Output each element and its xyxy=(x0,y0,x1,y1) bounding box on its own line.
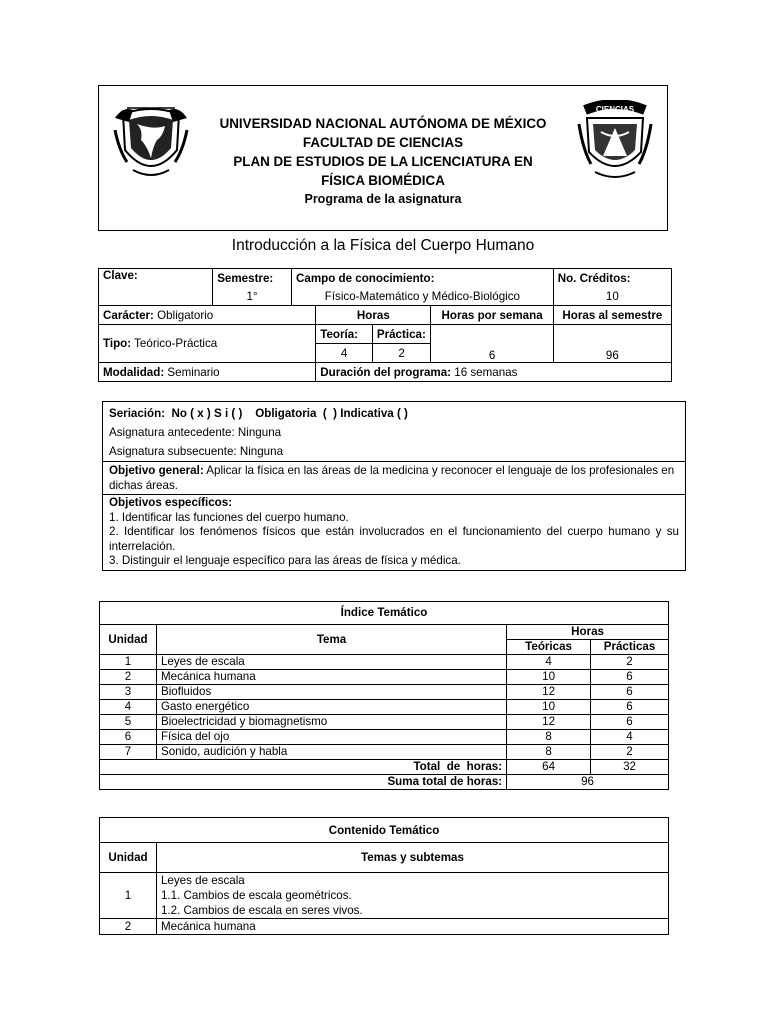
teoricas-cell: 12 xyxy=(507,715,591,730)
creditos-value: 10 xyxy=(553,287,671,306)
subtema-line: 1.1. Cambios de escala geométricos. xyxy=(160,889,352,902)
general-info-table xyxy=(98,268,672,382)
tipo-value: Teórico-Práctica xyxy=(134,337,218,350)
tipo-cell xyxy=(99,325,316,363)
total-teoricas: 64 xyxy=(507,760,591,775)
objetivos-especificos-section xyxy=(103,495,685,569)
unidad-cell: 4 xyxy=(100,700,157,715)
modalidad-label: Modalidad: xyxy=(103,365,165,379)
duracion-cell xyxy=(316,363,672,382)
total-horas-label: Total de horas: xyxy=(100,760,507,775)
practica-value: 2 xyxy=(372,344,431,363)
objetivo-general-section xyxy=(103,462,685,495)
objetivo-especifico-item: 1. Identificar las funciones del cuerpo humano. xyxy=(109,510,349,524)
temas-cell xyxy=(156,873,668,919)
unidad-cell: 1 xyxy=(100,873,157,919)
indice-col-horas: Horas xyxy=(507,625,669,640)
header-line-degree: FÍSICA BIOMÉDICA xyxy=(321,173,445,188)
practicas-cell: 6 xyxy=(591,685,669,700)
table-row xyxy=(100,919,669,935)
suma-total-value: 96 xyxy=(507,775,669,790)
objetivo-especifico-item: 2. Identificar los fenómenos físicos que están involucrados en el funcionamiento del cuerpo humano y su interrelación. xyxy=(109,525,679,553)
seriacion-line: Seriación: No ( x ) S i ( ) Obligatoria ( ) Indicativa ( ) xyxy=(109,407,408,420)
duracion-value: 16 semanas xyxy=(454,365,518,379)
practicas-cell: 6 xyxy=(591,715,669,730)
svg-text:CIENCIAS: CIENCIAS xyxy=(595,105,635,114)
header-box xyxy=(98,85,668,231)
creditos-label: No. Créditos: xyxy=(553,269,671,288)
indice-col-unidad: Unidad xyxy=(100,625,157,655)
teoricas-cell: 10 xyxy=(507,700,591,715)
contenido-title: Contenido Temático xyxy=(100,818,669,843)
modalidad-value: Seminario xyxy=(167,365,220,379)
practicas-cell: 6 xyxy=(591,670,669,685)
tema-cell: Biofluidos xyxy=(156,685,506,700)
tema-cell: Leyes de escala xyxy=(156,655,506,670)
practicas-cell: 2 xyxy=(591,745,669,760)
indice-col-tema: Tema xyxy=(156,625,506,655)
total-practicas: 32 xyxy=(591,760,669,775)
teoria-label: Teoría: xyxy=(316,325,373,344)
horas-semana-value: 6 xyxy=(431,325,553,363)
campo-value: Físico-Matemático y Médico-Biológico xyxy=(292,287,554,306)
teoricas-cell: 8 xyxy=(507,730,591,745)
contenido-tematico-table xyxy=(99,817,669,935)
objectives-box xyxy=(102,401,686,571)
caracter-cell xyxy=(99,306,316,325)
table-row xyxy=(100,730,669,745)
subtema-line: 1.2. Cambios de escala en seres vivos. xyxy=(160,904,363,917)
unidad-cell: 2 xyxy=(100,919,157,935)
horas-semestre-value: 96 xyxy=(553,325,671,363)
table-row xyxy=(100,655,669,670)
modalidad-cell xyxy=(99,363,316,382)
table-row xyxy=(100,873,669,919)
contenido-col-unidad: Unidad xyxy=(100,843,157,873)
indice-col-practicas: Prácticas xyxy=(591,640,669,655)
header-line-university: UNIVERSIDAD NACIONAL AUTÓNOMA DE MÉXICO xyxy=(219,116,547,131)
horas-semestre-label: Horas al semestre xyxy=(553,306,671,325)
horas-semana-label: Horas por semana xyxy=(431,306,553,325)
tema-line: Mecánica humana xyxy=(160,920,256,933)
subsecuente-line: Asignatura subsecuente: Ninguna xyxy=(109,445,284,458)
course-title: Introducción a la Física del Cuerpo Humano xyxy=(231,237,535,254)
teoricas-cell: 10 xyxy=(507,670,591,685)
contenido-col-temas: Temas y subtemas xyxy=(156,843,668,873)
unam-crest-logo xyxy=(113,100,189,184)
objetivos-especificos-label: Objetivos específicos: xyxy=(109,496,233,509)
indice-col-teoricas: Teóricas xyxy=(507,640,591,655)
practicas-cell: 6 xyxy=(591,700,669,715)
table-row xyxy=(100,700,669,715)
header-subtitle: Programa de la asignatura xyxy=(304,192,462,206)
unidad-cell: 6 xyxy=(100,730,157,745)
teoricas-cell: 8 xyxy=(507,745,591,760)
tipo-label: Tipo: xyxy=(103,337,132,350)
table-row xyxy=(100,670,669,685)
horas-label: Horas xyxy=(316,306,431,325)
teoricas-cell: 4 xyxy=(507,655,591,670)
tema-cell: Sonido, audición y habla xyxy=(156,745,506,760)
clave-label: Clave: xyxy=(99,269,213,306)
semestre-value: 1° xyxy=(213,287,292,306)
table-row xyxy=(100,685,669,700)
caracter-label: Carácter: xyxy=(103,308,154,322)
table-row xyxy=(100,745,669,760)
objetivo-general-text: Aplicar la física en las áreas de la medicina y reconocer el lenguaje de los profesionales en dichas áreas. xyxy=(109,464,675,492)
practicas-cell: 4 xyxy=(591,730,669,745)
header-line-plan: PLAN DE ESTUDIOS DE LA LICENCIATURA EN xyxy=(233,154,533,169)
teoria-value: 4 xyxy=(316,344,373,363)
tema-cell: Mecánica humana xyxy=(156,670,506,685)
seriacion-section xyxy=(103,402,685,462)
unidad-cell: 7 xyxy=(100,745,157,760)
suma-total-label: Suma total de horas: xyxy=(100,775,507,790)
tema-cell: Física del ojo xyxy=(156,730,506,745)
unidad-cell: 5 xyxy=(100,715,157,730)
temas-cell xyxy=(156,919,668,935)
header-line-faculty: FACULTAD DE CIENCIAS xyxy=(302,135,464,150)
duracion-label: Duración del programa: xyxy=(320,365,452,379)
objetivo-especifico-item: 3. Distinguir el lenguaje específico para las áreas de física y médica. xyxy=(109,554,461,567)
tema-line: Leyes de escala xyxy=(160,874,245,887)
practica-label: Práctica: xyxy=(372,325,431,344)
teoricas-cell: 12 xyxy=(507,685,591,700)
indice-tematico-table xyxy=(99,601,669,790)
practicas-cell: 2 xyxy=(591,655,669,670)
table-row xyxy=(100,715,669,730)
antecedente-line: Asignatura antecedente: Ninguna xyxy=(109,426,282,439)
unidad-cell: 1 xyxy=(100,655,157,670)
tema-cell: Bioelectricidad y biomagnetismo xyxy=(156,715,506,730)
semestre-label: Semestre: xyxy=(213,269,292,288)
campo-label: Campo de conocimiento: xyxy=(292,269,554,288)
tema-cell: Gasto energético xyxy=(156,700,506,715)
indice-title: Índice Temático xyxy=(100,602,669,625)
ciencias-crest-logo xyxy=(577,100,653,184)
caracter-value: Obligatorio xyxy=(157,308,214,322)
unidad-cell: 2 xyxy=(100,670,157,685)
unidad-cell: 3 xyxy=(100,685,157,700)
objetivo-general-label: Objetivo general: xyxy=(109,464,204,477)
